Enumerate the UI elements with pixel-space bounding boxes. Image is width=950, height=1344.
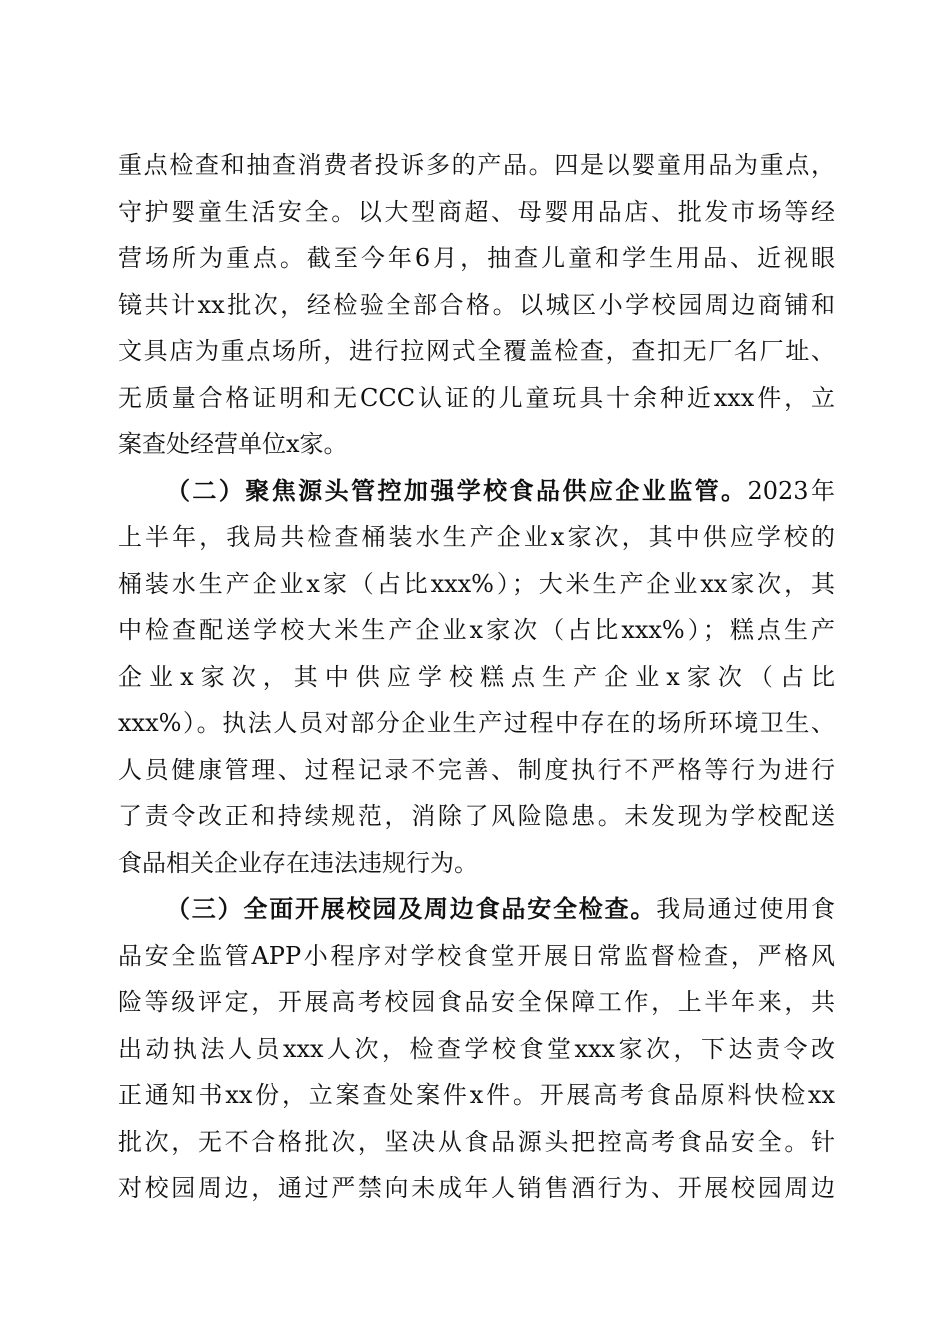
- text-line: 桶装水生产企业x家（占比xxx%）；大米生产企业xx家次，其: [118, 569, 835, 598]
- text-line: 食品相关企业存在违法违规行为。: [118, 848, 478, 877]
- section-heading-2: （二）聚焦源头管控加强学校食品供应企业监管。: [166, 475, 748, 505]
- text-line: 中检查配送学校大米生产企业x家次（占比xxx%）；糕点生产: [118, 616, 835, 644]
- paragraph-first-line: [118, 468, 835, 515]
- text-line: 险等级评定，开展高考校园食品安全保障工作，上半年来，共: [118, 988, 835, 1016]
- text-run: 我局通过使用食: [656, 895, 835, 923]
- section-heading-3: （三）全面开展校园及周边食品安全检查。: [166, 894, 657, 923]
- text-line: 上半年，我局共检查桶装水生产企业x家次，其中供应学校的: [118, 523, 835, 551]
- text-line: 营场所为重点。截至今年6月，抽查儿童和学生用品、近视眼: [118, 244, 835, 272]
- document-body: [118, 142, 835, 1212]
- text-line: 重点检查和抽查消费者投诉多的产品。四是以婴童用品为重点，: [118, 151, 835, 179]
- text-line: 了责令改正和持续规范，消除了风险隐患。未发现为学校配送: [118, 802, 835, 830]
- text-line: 品安全监管APP小程序对学校食堂开展日常监督检查，严格风: [118, 941, 835, 970]
- text-line: 对校园周边，通过严禁向未成年人销售酒行为、开展校园周边: [118, 1174, 835, 1202]
- text-line: 镜共计xx批次，经检验全部合格。以城区小学校园周边商铺和: [118, 290, 835, 319]
- text-run: 2023年: [747, 476, 835, 505]
- paragraph-3: [118, 886, 835, 1212]
- text-line: xxx%）。执法人员对部分企业生产过程中存在的场所环境卫生、: [118, 709, 835, 737]
- text-line: 案查处经营单位x家。: [118, 430, 348, 458]
- paragraph-first-line: [118, 886, 835, 933]
- text-line: 无质量合格证明和无CCC认证的儿童玩具十余种近xxx件，立: [118, 383, 835, 412]
- text-line: 正通知书xx份，立案查处案件x件。开展高考食品原料快检xx: [118, 1081, 835, 1109]
- paragraph-2: [118, 468, 835, 887]
- paragraph-1: [118, 142, 835, 468]
- text-line: 守护婴童生活安全。以大型商超、母婴用品店、批发市场等经: [118, 197, 835, 226]
- text-line: 企业x家次，其中供应学校糕点生产企业x家次（占比: [118, 662, 835, 691]
- text-line: 人员健康管理、过程记录不完善、制度执行不严格等行为进行: [118, 755, 835, 784]
- text-line: 文具店为重点场所，进行拉网式全覆盖检查，查扣无厂名厂址、: [118, 337, 835, 365]
- text-line: 批次，无不合格批次，坚决从食品源头把控高考食品安全。针: [118, 1127, 835, 1156]
- text-line: 出动执法人员xxx人次，检查学校食堂xxx家次，下达责令改: [118, 1034, 835, 1063]
